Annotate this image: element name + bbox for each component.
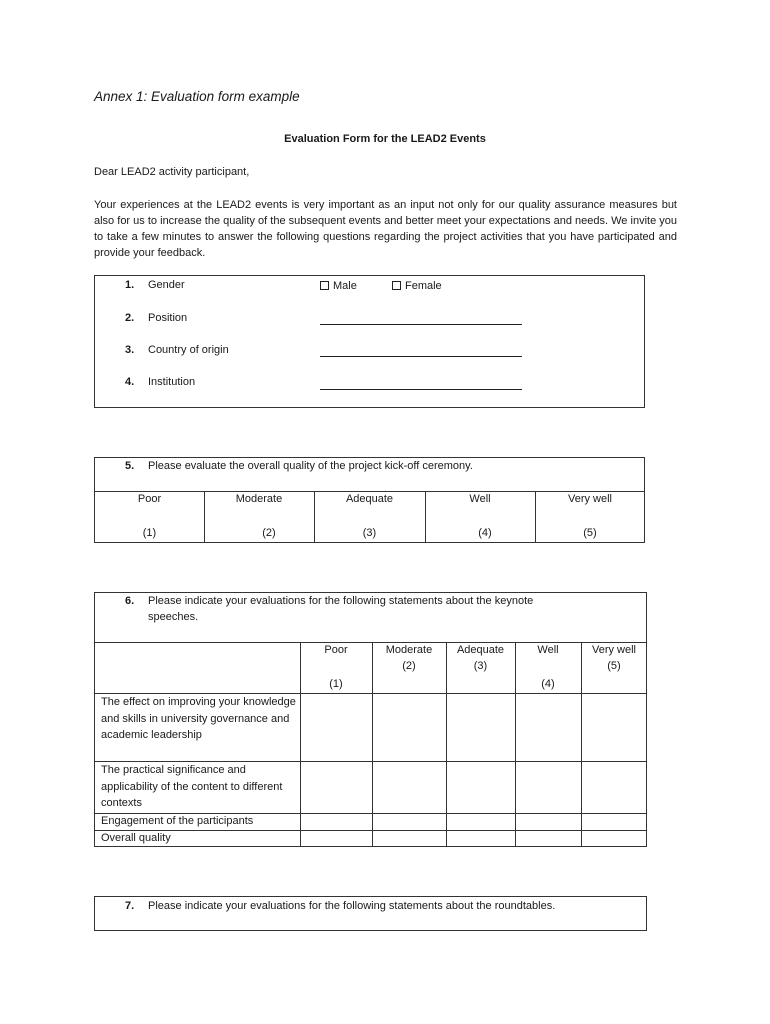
kickoff-rating-box bbox=[94, 457, 645, 543]
q6-divider bbox=[95, 642, 646, 643]
q6-col-divider bbox=[372, 642, 373, 847]
q6-statement: The practical significance and applicability of the content to different contexts bbox=[101, 764, 283, 809]
q6-header-code: (3) bbox=[473, 660, 488, 672]
q6-header-code: (5) bbox=[607, 660, 621, 672]
position-field[interactable] bbox=[320, 324, 522, 325]
female-checkbox[interactable] bbox=[392, 281, 401, 290]
institution-field[interactable] bbox=[320, 389, 522, 390]
male-option[interactable] bbox=[320, 280, 357, 292]
q6-statement: Engagement of the participants bbox=[101, 815, 254, 827]
q6-header-code: (4) bbox=[541, 678, 555, 690]
country-label: Country of origin bbox=[148, 344, 229, 356]
male-label: Male bbox=[333, 280, 357, 292]
female-option[interactable] bbox=[392, 280, 442, 292]
q6-header-code: (1) bbox=[329, 678, 343, 690]
male-checkbox[interactable] bbox=[320, 281, 329, 290]
q6-question-line2: speeches. bbox=[148, 611, 199, 623]
q5-number: 5. bbox=[125, 460, 135, 472]
q6-header-label: Adequate bbox=[456, 644, 505, 656]
q5-rating-code[interactable]: (2) bbox=[262, 527, 276, 539]
country-field[interactable] bbox=[320, 356, 522, 357]
form-title: Evaluation Form for the LEAD2 Events bbox=[284, 133, 486, 145]
q6-col-divider bbox=[446, 642, 447, 847]
q2-number: 2. bbox=[125, 312, 135, 324]
position-label: Position bbox=[148, 312, 188, 324]
q5-rating-code[interactable]: (3) bbox=[362, 527, 377, 539]
annex-title: Annex 1: Evaluation form example bbox=[94, 89, 300, 104]
q5-rating-code[interactable]: (5) bbox=[583, 527, 597, 539]
q3-number: 3. bbox=[125, 344, 135, 356]
q5-divider bbox=[95, 491, 644, 492]
q6-header-label: Poor bbox=[324, 644, 348, 656]
q6-statement: The effect on improving your knowledge and skills in university governance and academic leadership bbox=[101, 696, 296, 741]
q1-number: 1. bbox=[125, 279, 135, 291]
intro-paragraph: Your experiences at the LEAD2 events is very important as an input not only for our quality assurance measures but also for us to increase the quality of the subsequent events and better meet your expectations and needs. We invite you to take a few minutes to answer the following questions regarding the project activities that you have participated and provide your feedback. bbox=[94, 199, 677, 259]
greeting: Dear LEAD2 activity participant, bbox=[94, 166, 250, 178]
q5-rating-label[interactable]: Very well bbox=[567, 493, 613, 505]
q5-rating-code[interactable]: (4) bbox=[478, 527, 492, 539]
keynote-rating-box bbox=[94, 592, 647, 847]
q6-statement: Overall quality bbox=[101, 832, 171, 844]
q6-header-label: Well bbox=[537, 644, 559, 656]
q7-number: 7. bbox=[125, 900, 135, 912]
q6-col-divider bbox=[515, 642, 516, 847]
q5-rating-label[interactable]: Moderate bbox=[235, 493, 283, 505]
q4-number: 4. bbox=[125, 376, 135, 388]
institution-label: Institution bbox=[148, 376, 196, 388]
q6-question-line1: Please indicate your evaluations for the following statements about the keynote bbox=[148, 595, 534, 607]
female-label: Female bbox=[405, 280, 442, 292]
personal-info-box bbox=[94, 275, 645, 408]
q6-header-label: Moderate bbox=[385, 644, 433, 656]
q6-col-divider bbox=[581, 642, 582, 847]
q6-header-label: Very well bbox=[591, 644, 637, 656]
q7-question: Please indicate your evaluations for the following statements about the roundtables. bbox=[148, 900, 556, 912]
q5-rating-label[interactable]: Well bbox=[469, 493, 491, 505]
roundtable-rating-box bbox=[94, 896, 647, 931]
q5-question: Please evaluate the overall quality of the project kick-off ceremony. bbox=[148, 460, 473, 472]
gender-label: Gender bbox=[148, 279, 185, 291]
q5-rating-label[interactable]: Poor bbox=[137, 493, 162, 505]
q5-rating-label[interactable]: Adequate bbox=[345, 493, 394, 505]
q5-rating-code[interactable]: (1) bbox=[142, 527, 157, 539]
q6-col-divider bbox=[300, 642, 301, 847]
q6-header-code: (2) bbox=[402, 660, 416, 672]
q6-number: 6. bbox=[125, 595, 135, 607]
